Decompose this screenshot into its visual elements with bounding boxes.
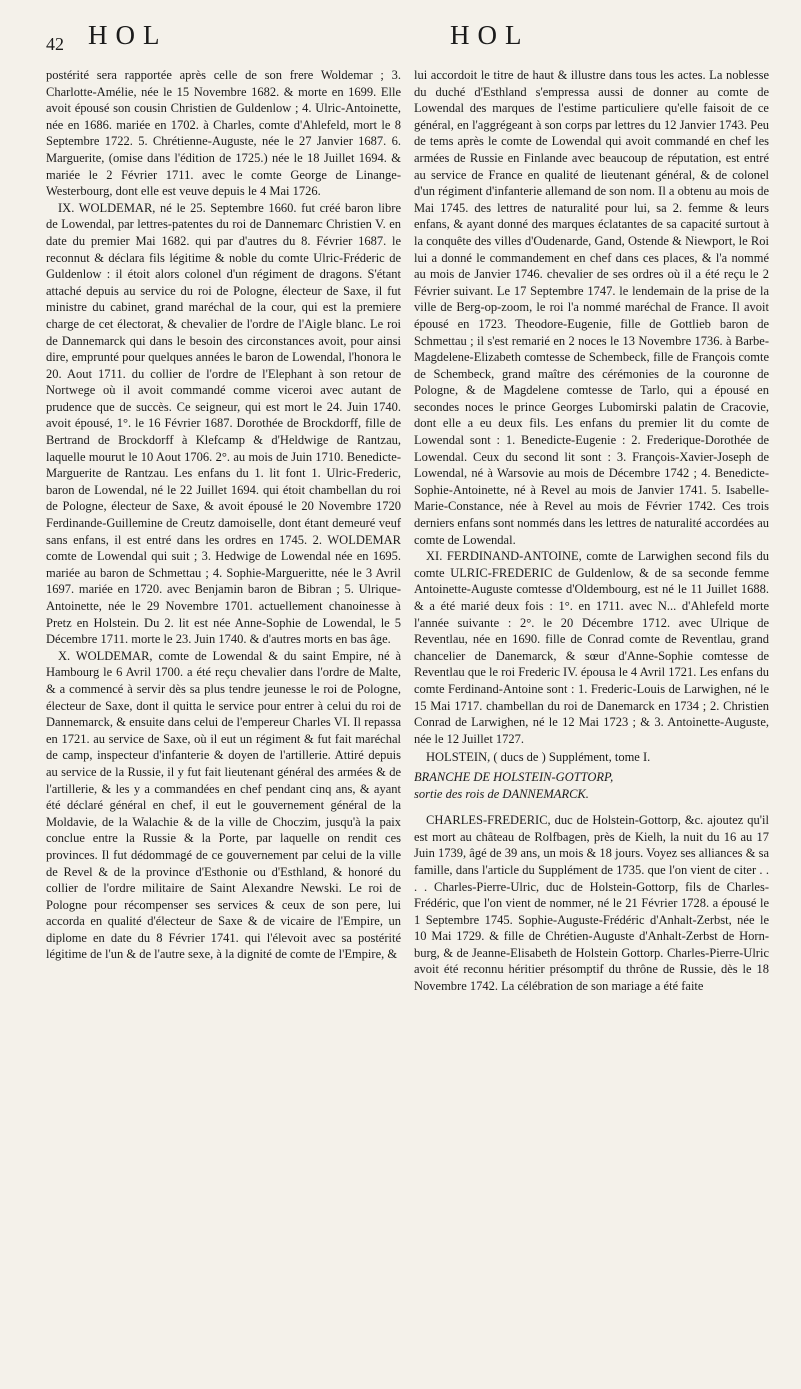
section-subheading: sortie des rois de DANNEMARCK. (414, 786, 589, 801)
section-heading: BRANCHE DE HOLSTEIN-GOTTORP, (414, 769, 614, 784)
paragraph: lui accordoit le titre de haut & illustre dans tous les actes. La noblesse du duché d'Esthland s'empressa aussi de donner au comte de Lowendal des marques de l'estime particuliere qu'elle faisoit de ce général, en l'aggrégeant à son corps par lettres du 12 Janvier 1743. Peu de tems après le comte de Lowendal qui avoit commandé en chef les armées de Russie en Finlande avec beaucoup de réputation, est entré au service de France en qualité de lieutenant général, & de colonel d'un régiment d'infanterie allemand de son nom. Il a obtenu au mois de Mai 1745. des lettres de naturalité pour lui, sa 2. femme & leurs enfans, & ayant donné des marques éclatantes de sa capacité surtout à la conquête des villes d'Oudenarde, Gand, Ostende & Niewport, le Roi lui a donné le commandement en chef dans ces places, & l'a nommé au mois de Janvier 1746. chevalier de ses ordres où il a été reçu le 2 Février suivant. Le 17 Septembre 1747. le lendemain de la prise de la ville de Berg-op-zoom, le roi l'a nommé maréchal de France. Il avoit épousé en 1723. Theodore-Eugenie, fille de Gottlieb baron de Schmettau ; il s'est remarié en 2 noces le 13 Novembre 1736. à Barbe-Magdelene-Elizabeth comtesse de Schembeck, fille de François comte de Schembeck, grand maître des cérémonies de la couronne de Pologne, & de Magdelene comtesse de Tarlo, qui a épousé en secondes noces le prince Georges Lubomirski palatin de Cracovie, dont elle a eu deux fils. Les enfans du premier lit du comte de Lowendal sont : 1. Benedicte-Eugenie : 2. Frederique-Dorothée de Lowendal. Ceux du second lit sont : 3. François-Xavier-Joseph de Lowendal, né à Warsovie au mois de Décembre 1742 ; 4. Benedicte-Sophie-Antoinette, né à Revel au mois de Janvier 1741. 5. Isabelle-Marie-Constance, née à Revel au mois de Février 1742. Ces trois derniers enfans sont nommés dans les lettres de naturalité accordées au comte de Lowendal. (414, 68, 769, 547)
paragraph: HOLSTEIN, ( ducs de ) Supplément, tome I. (426, 750, 651, 765)
paragraph: CHARLES-FREDERIC, duc de Holstein-Gottorp, &c. ajoutez qu'il est mort au château de Rolfbagen, près de Kielh, la nuit du 16 au 17 Juin 1739, âgé de 39 ans, un mois & 18 jours. Voyez ses alliances & sa famille, dans l'article du Supplément de 1735. que l'on vient de citer . . . . Charles-Pierre-Ulric, duc de Holstein-Gottorp, fils de Charles-Frédéric, que l'on vient de nommer, né le 21 Février 1728. a épousé le 1 Septembre 1745. Sophie-Auguste-Frédéric d'Anhalt-Zerbst, née le 10 Mai 1729. & fille de Chrétien-Auguste d'Anhalt-Zerbst de Horn-burg, & de Jeanne-Elisabeth de Holstein Gottorp. Charles-Pierre-Ulric avoit été reconnu héritier présomptif du thrône de Russie, dès le 18 Novembre 1742. La célébration de son mariage a été faite (414, 813, 769, 994)
page-number: 42 (46, 34, 64, 54)
paragraph: postérité sera rapportée après celle de son frere Woldemar ; 3. Charlotte-Amélie, née le 15 Novembre 1682. & morte en 1699. Elle avoit épousé son cousin Christien de Guldenlow ; 4. Ulric-Antoinette, née en 1686. mariée en 1702. à Charles, comte d'Ahlefeld, mort le 8 Septembre 1722. 5. Chrétienne-Auguste, née le 27 Janvier 1687. 6. Marguerite, (omise dans l'édition de 1725.) née le 18 Juillet 1694. & mariée le 2 Février 1711. avec le comte George de Linange-Westerbourg, dont elle est veuve depuis le 4 Mai 1726. (46, 68, 401, 199)
paragraph: X. WOLDEMAR, comte de Lowendal & du saint Empire, né à Hambourg le 6 Avril 1700. a été reçu chevalier dans l'ordre de Malte, & a commencé à servir dès sa plus tendre jeunesse le roi de Pologne, électeur de Saxe, dont il quitta le service pour entrer à celui du roi de Dannemarck, & ensuite dans celui de l'empereur Charles VI. Il repassa en 1721. au service de Saxe, où il eut un régiment & fut fait maréchal de camp, inspecteur d'infanterie & doyen de l'artillerie. Attiré depuis au service de la Russie, il y fut fait lieutenant général des armées & de l'artillerie, & les y a commandées en chef pendant cinq ans, & ayant été déclaré général en chef, il eut le gouvernement général de la Moldavie, de la Walachie & de la ville de Choczim, jusqu'à la paix conclue entre la Russie & la Porte, par laquelle on rendit ces provinces. Il fut dédommagé de ce gouvernement par celui de la ville de Revel & de la province d'Esthonie ou d'Esthland, & honoré du collier de l'ordre militaire de Saint Alexandre Newski. Le roi de Pologne pour récompenser ses services & ceux de son pere, lui accorda en qualité d'électeur de Saxe & de vicaire de l'Empire, un diplome en date du 8 Février 1741. qui l'élevoit avec sa postérité légitime de l'un & de l'autre sexe, à la dignité de comte de l'Empire, & (46, 648, 401, 962)
paragraph: IX. WOLDEMAR, né le 25. Septembre 1660. fut créé baron libre de Lowendal, par lettres-patentes du roi de Dannemarc Christien V. en date du premier Mai 1682. qui par d'autres du 8. Février 1687. le reconnut & déclara fils légitime & noble du comte Ulric-Fréderic de Guldenlow : il étoit alors colonel d'un régiment de dragons. S'étant attaché depuis au service du roi de Pologne, électeur de Saxe, il fut ministre du cabinet, grand maréchal de la cour, qui est la premiere charge de cet électorat, & chevalier de l'ordre de l'Aigle blanc. Le roi de Dannemarck qui dans le besoin des circonstances avoit, pour ainsi dire, emprunté pour quelques années le baron de Lowendal, l'honora le 20. Aout 1711. du collier de l'ordre de l'Elephant à son retour de Nortwege où il avoit commandé comme viceroi avec autant de prudence que de succès. Ce seigneur, qui est mort le 24. Juin 1740. avoit épousé, 1°. le 16 Février 1687. Dorothée de Brockdorff, fille de Bertrand de Brockdorff à Klefcamp & d'Heldwige de Rantzau, laquelle mourut le 10 Aout 1706. 2°. au mois de Juin 1710. Benedicte-Marguerite de Rantzau. Les enfans du 1. lit font 1. Ulric-Frederic, baron de Lowendal, né le 22 Juillet 1694. qui étoit chambellan du roi de Pologne, électeur de Saxe, & avoit épousé le 20 Novembre 1720 Ferdinande-Guillemine de Creutz damoiselle, dont étant demeuré veuf sans enfans, il est entré dans les ordres en 1745. 2. WOLDEMAR comte de Lowendal qui suit ; 3. Hedwige de Lowendal née en 1695. mariée au baron de Schmettau ; 4. Sophie-Margueritte, née le 3 Avril 1697. mariée en 1720. avec Benjamin baron de Bibran ; 5. Ulrique-Antoinette, née le 29 Novembre 1701. actuellement chanoinesse à Pretz en Holstein. Du 2. lit est née Anne-Sophie de Lowendal, le 5 Décembre 1711. morte le 23. Juin 1740. & d'autres morts en bas âge. (46, 200, 401, 647)
running-head-left: HOL (88, 20, 168, 50)
running-head-right: HOL (450, 20, 530, 50)
paragraph: XI. FERDINAND-ANTOINE, comte de Larwighen second fils du comte ULRIC-FREDERIC de Guldenlow, & de sa seconde femme Antoinette-Auguste comtesse d'Oldembourg, est né le 11 Juillet 1688. & a été marié deux fois : 1°. en 1711. avec N... d'Ahlefeld morte l'année suivante : 2°. le 20 Décembre 1712. avec Ulrique de Reventlau, née en 1690. fille de Conrad comte de Reventlau, grand chancelier de Danemarck, & sœur d'Anne-Sophie comtesse de Reventlau que le roi Frederic IV. épousa le 4 Avril 1721. Les enfans du comte Ferdinand-Antoine sont : 1. Frederic-Louis de Larwighen, né le 15 Mai 1717. chambellan du roi de Danemarck en 1734 ; 2. Christien Conrad de Larwighen, né le 12 Mai 1723 ; & 3. Antoinette-Auguste, née le 12 Juillet 1727. (414, 549, 769, 746)
right-column (414, 67, 769, 995)
left-column (46, 67, 401, 963)
